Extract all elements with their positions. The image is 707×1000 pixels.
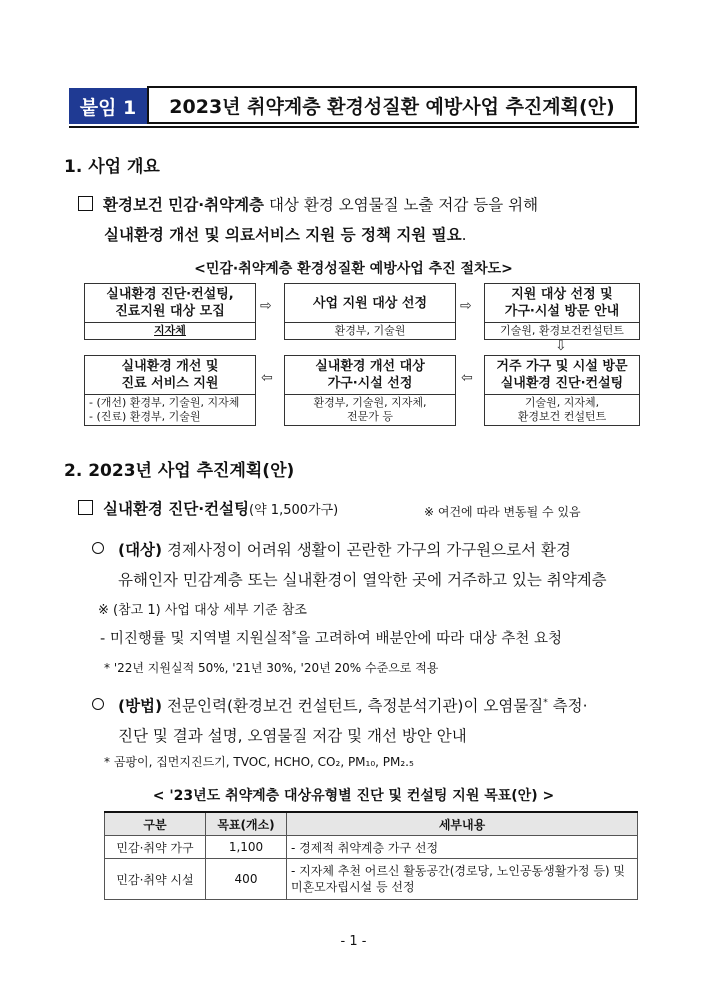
- arrow-right-icon: ⇨: [460, 298, 472, 314]
- table-header-row: [105, 812, 638, 836]
- arrow-left-icon: ⇦: [261, 370, 273, 386]
- page-number: - 1 -: [340, 934, 367, 949]
- flow-step-6-sub-1: - (개선) 환경부, 기술원, 지자체: [89, 396, 240, 409]
- flow-step-5-title-1: 실내환경 개선 대상: [315, 359, 425, 374]
- cell-target: 1,100: [206, 836, 287, 859]
- flow-step-1-title-1: 실내환경 진단·컨설팅,: [106, 287, 234, 302]
- flow-step-6-title-2: 진료 서비스 지원: [121, 376, 219, 391]
- appendix-badge: 붙임 1: [69, 88, 147, 124]
- item-bold: 실내환경 진단·컨설팅: [103, 500, 250, 518]
- flow-step-4-title-2: 실내환경 진단·컨설팅: [500, 376, 624, 391]
- flow-step-4: [484, 355, 640, 426]
- flow-step-3-title-1: 지원 대상 선정 및: [511, 287, 613, 302]
- title-underline: [69, 126, 639, 128]
- checkbox-square-icon: [78, 500, 93, 515]
- target-label: (대상): [118, 541, 163, 559]
- flow-step-5: [284, 355, 456, 426]
- target-paragraph: [92, 535, 662, 595]
- dash-sup: *: [291, 630, 297, 641]
- dash-line: [100, 627, 562, 648]
- bullet-circle-icon: [92, 542, 104, 554]
- flow-step-6-sub-2: - (진료) 환경부, 기술원: [89, 410, 201, 423]
- cell-type: 민감·취약 가구: [105, 836, 206, 859]
- flow-step-4-sub-1: 기술원, 지자체,: [524, 396, 600, 409]
- dash-rest: 을 고려하여 배분안에 따라 대상 추천 요청: [296, 631, 563, 647]
- cell-detail: - 지자체 추천 어르신 활동공간(경로당, 노인공동생활가정 등) 및 미혼모자립시설 등 선정: [287, 859, 638, 900]
- cell-target: 400: [206, 859, 287, 900]
- arrow-right-icon: ⇨: [260, 298, 272, 314]
- table-row: [105, 859, 638, 900]
- cell-type: 민감·취약 시설: [105, 859, 206, 900]
- flow-step-3-sub: 기술원, 환경보건컨설턴트: [500, 324, 624, 337]
- para-rest-1: 대상 환경 오염물질 노출 저감 등을 위해: [264, 196, 539, 214]
- method-line-1: 전문인력(환경보건 컨설턴트, 측정분석기관)이 오염물질: [162, 697, 544, 716]
- variance-note: ※ 여건에 따라 변동될 수 있음: [424, 505, 581, 519]
- table-title: < '23년도 취약계층 대상유형별 진단 및 컨설팅 지원 목표(안) >: [152, 788, 555, 804]
- flow-step-2-sub: 환경부, 기술원: [334, 324, 406, 337]
- flow-step-2: [284, 283, 456, 340]
- method-sup: *: [543, 698, 548, 708]
- flow-step-4-sub-2: 환경보건 컨설턴트: [517, 410, 607, 423]
- bullet-circle-icon: [92, 698, 104, 710]
- header-type: 구분: [105, 812, 206, 836]
- para-bold-2: 실내환경 개선 및 의료서비스 지원 등 정책 지원 필요: [104, 226, 462, 244]
- flow-step-5-title-2: 가구·시설 선정: [327, 376, 413, 391]
- flow-step-6: [84, 355, 256, 426]
- para-end-2: .: [461, 226, 467, 244]
- footnote-1: * '22년 지원실적 50%, '21년 30%, '20년 20% 수준으로 적용: [104, 661, 439, 675]
- flow-step-3-title-2: 가구·시설 방문 안내: [504, 304, 620, 319]
- arrow-left-icon: ⇦: [461, 370, 473, 386]
- item-paren: (약 1,500가구): [249, 503, 339, 518]
- target-line-2: 유해인자 민감계층 또는 실내환경이 열악한 곳에 거주하고 있는 취약계층: [118, 571, 607, 589]
- flow-step-1-title-2: 진료지원 대상 모집: [115, 304, 225, 319]
- section1-paragraph: [78, 190, 648, 250]
- method-line-1-end: 측정·: [547, 697, 588, 716]
- flow-step-1: [84, 283, 256, 340]
- dash-line-text: - 미진행률 및 지역별 지원실적: [100, 631, 292, 647]
- cell-detail: - 경제적 취약계층 가구 선정: [287, 836, 638, 859]
- checkbox-square-icon: [78, 196, 93, 211]
- flow-step-4-title-1: 거주 가구 및 시설 방문: [496, 359, 628, 374]
- table-row: [105, 836, 638, 859]
- flow-step-6-title-1: 실내환경 개선 및: [121, 359, 219, 374]
- page-title: 2023년 취약계층 환경성질환 예방사업 추진계획(안): [147, 86, 637, 124]
- support-target-table: [104, 811, 638, 900]
- header-target: 목표(개소): [206, 812, 287, 836]
- footnote-2: * 곰팡이, 집먼지진드기, TVOC, HCHO, CO₂, PM₁₀, PM₂.₅: [104, 755, 414, 769]
- flow-step-3: [484, 283, 640, 340]
- header-detail: 세부내용: [287, 812, 638, 836]
- target-line-1: 경제사정이 어려워 생활이 곤란한 가구의 가구원으로서 환경: [162, 541, 571, 559]
- flow-step-5-sub-2: 전문가 등: [346, 410, 393, 423]
- reference-note: ※ (참고 1) 사업 대상 세부 기준 참조: [98, 603, 307, 618]
- method-paragraph: [92, 688, 662, 751]
- flow-step-5-sub-1: 환경부, 기술원, 지자체,: [313, 396, 427, 409]
- section2-heading: 2. 2023년 사업 추진계획(안): [64, 461, 295, 481]
- section1-heading: 1. 사업 개요: [64, 157, 160, 177]
- flow-step-1-sub: 지자체: [154, 324, 186, 337]
- method-line-2: 진단 및 결과 설명, 오염물질 저감 및 개선 방안 안내: [118, 727, 467, 746]
- arrow-down-icon: ⇩: [555, 338, 567, 354]
- flow-step-2-title: 사업 지원 대상 선정: [312, 295, 428, 311]
- para-bold-1: 환경보건 민감·취약계층: [103, 196, 265, 214]
- flow-title: <민감·취약계층 환경성질환 예방사업 추진 절차도>: [194, 261, 513, 277]
- method-label: (방법): [118, 697, 163, 716]
